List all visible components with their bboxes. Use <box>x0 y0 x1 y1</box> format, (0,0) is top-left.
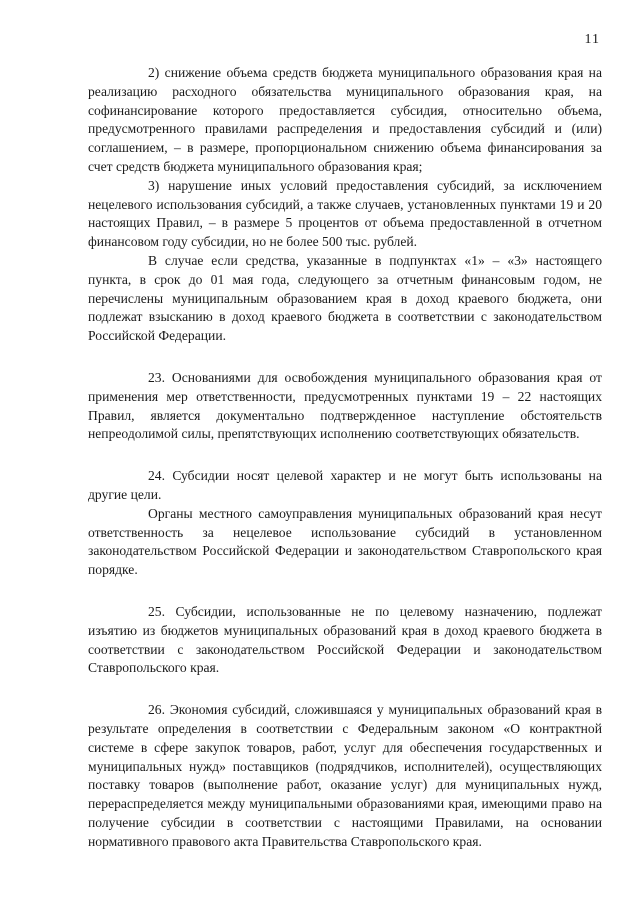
page-number: 11 <box>584 32 600 47</box>
paragraph-item-26: 26. Экономия субсидий, сложившаяся у муниципальных образований края в результате определения в соответствии с Федеральным законом «О контрактной системе в сфере закупок товаров, работ, услуг для обеспечения государственных и муниципальных нужд» поставщиков (подрядчиков, исполнителей), осуществляющих поставку товаров (выполнение работ, оказание услуг) для муниципальных нужд, перераспределяется между муниципальными образованиями края, имеющими право на получение субсидии в соответствии с настоящими Правилами, на основании нормативного правового акта Правительства Ставропольского края. <box>88 702 602 849</box>
paragraph-item-24: 24. Субсидии носят целевой характер и не могут быть использованы на другие цели. <box>88 468 602 502</box>
paragraph-item-23: 23. Основаниями для освобождения муниципального образования края от применения мер ответственности, предусмотренных пунктами 19 – 22 настоящих Правил, является документально подтвержденное наступление обстоятельств непреодолимой силы, препятствующих исполнению соответствующих обязательств. <box>88 369 602 442</box>
document-body <box>88 64 602 851</box>
paragraph-item-25: 25. Субсидии, использованные не по целевому назначению, подлежат изъятию из бюджетов муниципальных образований края в доход краевого бюджета в соответствии с законодательством Российской Федерации и законодательством Ставропольского края. <box>88 603 602 676</box>
paragraph-recovery-clause: В случае если средства, указанные в подпунктах «1» – «3» настоящего пункта, в срок до 01 мая года, следующего за отчетным финансовым годом, не перечислены муниципальным образованием края в доход краевого бюджета, они подлежат взысканию в доход краевого бюджета в соответствии с законодательством Российской Федерации. <box>88 252 602 344</box>
paragraph-subitem-2: 2) снижение объема средств бюджета муниципального образования края на реализацию расходного обязательства муниципального образования края, на софинансирование которого предоставляется субсидия, относительно объема, предусмотренного правилами распределения и предоставления субсидий и (или) соглашением, – в размере, пропорциональном снижению объема финансирования за счет средств бюджета муниципального образования края; <box>88 65 602 174</box>
paragraph-local-authorities: Органы местного самоуправления муниципальных образований края несут ответственность за нецелевое использование субсидий в установленном законодательством Российской Федерации и законодательством Ставропольского края порядке. <box>88 505 602 578</box>
paragraph-subitem-3: 3) нарушение иных условий предоставления субсидий, за исключением нецелевого использования субсидий, а также случаев, установленных пунктами 19 и 20 настоящих Правил, – в размере 5 процентов от объема предоставленной в отчетном финансовом году субсидии, но не более 500 тыс. рублей. <box>88 177 602 250</box>
